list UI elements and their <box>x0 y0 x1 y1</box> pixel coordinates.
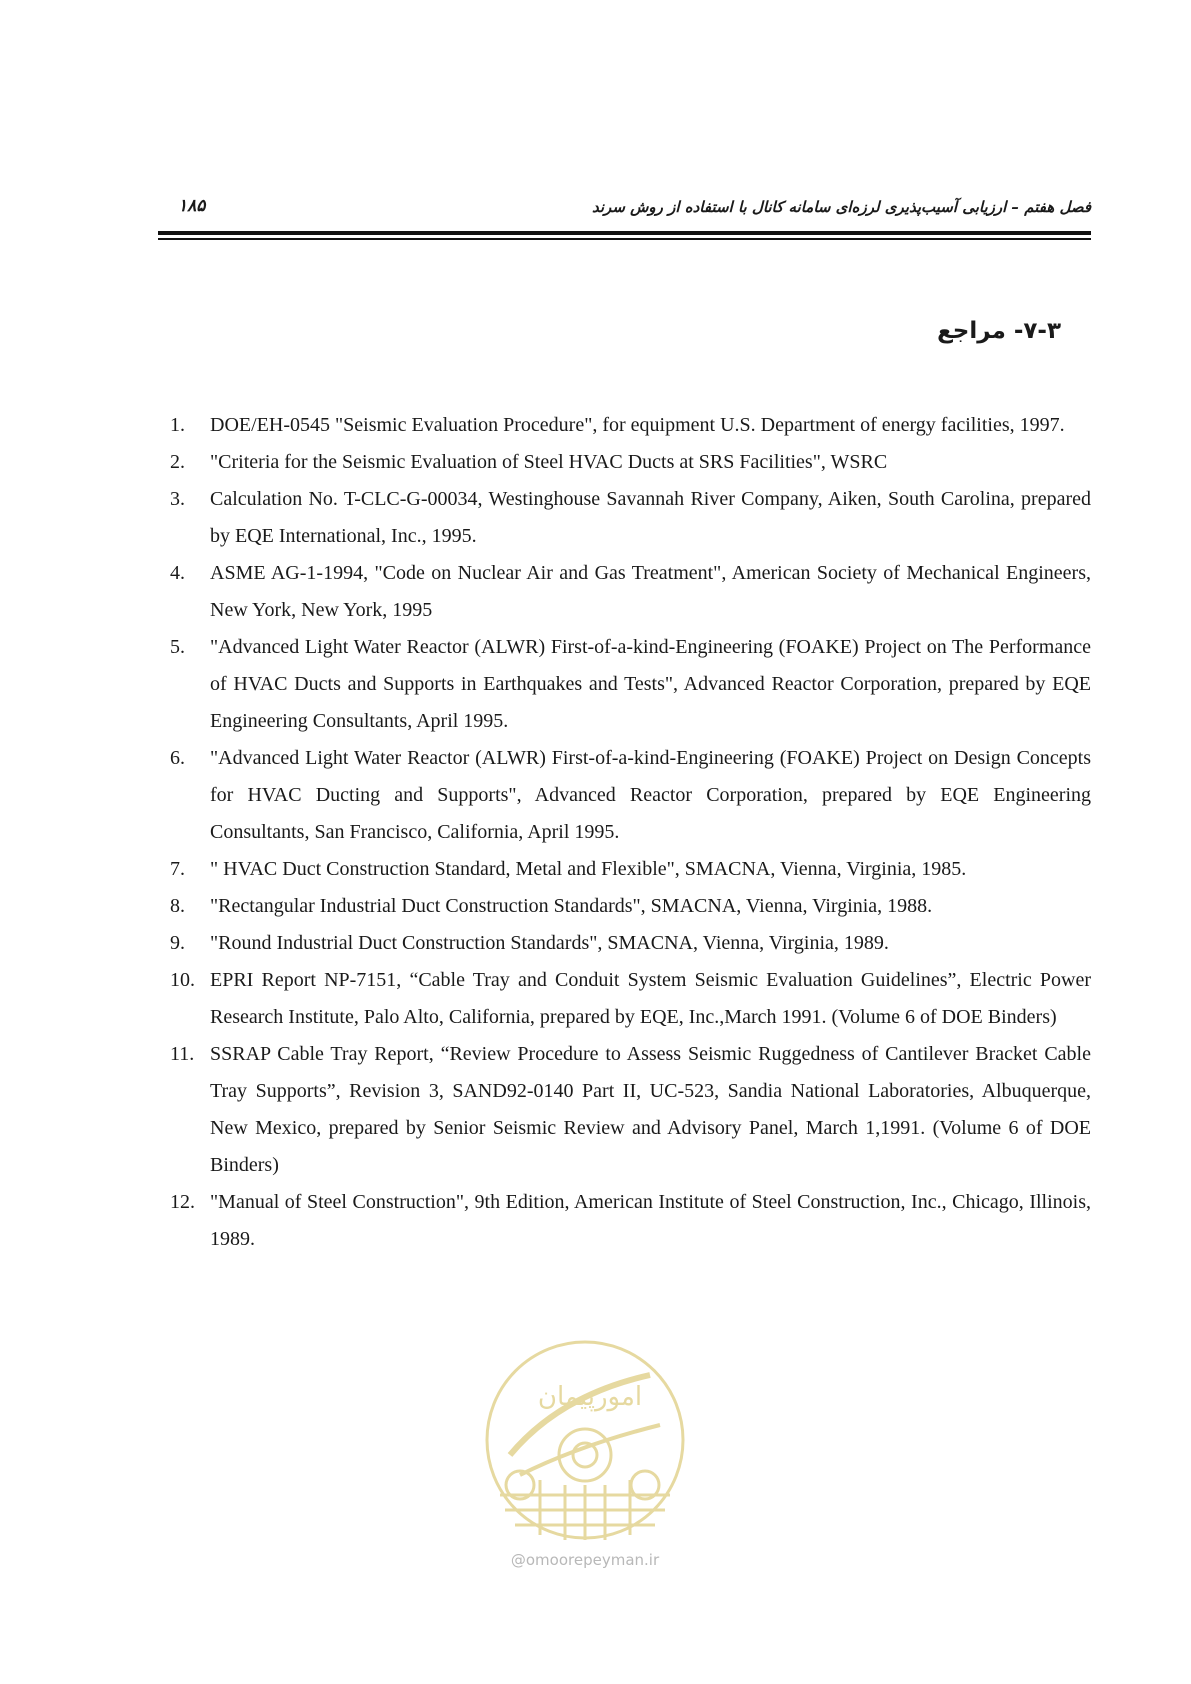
reference-text: "Rectangular Industrial Duct Construction Standards", SMACNA, Vienna, Virginia, 1988. <box>210 895 933 917</box>
reference-item <box>170 1036 1091 1184</box>
reference-item <box>170 407 1091 444</box>
reference-item <box>170 888 1091 925</box>
reference-item <box>170 740 1091 851</box>
header-rule-thin <box>158 238 1091 240</box>
reference-text: "Manual of Steel Construction", 9th Edition, American Institute of Steel Construction, Inc., Chicago, Illinois, 1989. <box>210 1191 1091 1250</box>
reference-list <box>170 407 1091 1258</box>
reference-item <box>170 481 1091 555</box>
reference-item <box>170 629 1091 740</box>
reference-text: "Criteria for the Seismic Evaluation of Steel HVAC Ducts at SRS Facilities", WSRC <box>210 451 888 473</box>
reference-number: 11. <box>170 1043 195 1065</box>
reference-number: 4. <box>170 562 185 584</box>
reference-number: 8. <box>170 895 185 917</box>
page-number: ۱۸۵ <box>178 196 206 216</box>
watermark-url: @omoorepeyman.ir <box>510 1551 660 1569</box>
reference-number: 5. <box>170 636 185 658</box>
reference-text: "Advanced Light Water Reactor (ALWR) First-of-a-kind-Engineering (FOAKE) Project on The Performance of HVAC Ducts and Supports in Earthquakes and Tests", Advanced Reactor Corporation, prepared by EQE Engineering Consultants, April 1995. <box>210 636 1091 732</box>
reference-text: ASME AG-1-1994, "Code on Nuclear Air and Gas Treatment", American Society of Mechanical Engineers, New York, New York, 1995 <box>210 562 1091 621</box>
watermark-logo-icon <box>480 1335 690 1545</box>
watermark <box>480 1335 690 1595</box>
reference-text: EPRI Report NP-7151, “Cable Tray and Conduit System Seismic Evaluation Guidelines”, Electric Power Research Institute, Palo Alto, California, prepared by EQE, Inc.,March 1991. (Volume 6 of DOE Binders) <box>210 969 1091 1028</box>
reference-item <box>170 851 1091 888</box>
reference-item <box>170 444 1091 481</box>
reference-number: 12. <box>170 1191 195 1213</box>
reference-number: 6. <box>170 747 185 769</box>
reference-number: 3. <box>170 488 185 510</box>
reference-item <box>170 555 1091 629</box>
reference-number: 2. <box>170 451 185 473</box>
reference-text: SSRAP Cable Tray Report, “Review Procedure to Assess Seismic Ruggedness of Cantilever Bracket Cable Tray Supports”, Revision 3, SAND92-0140 Part II, UC-523, Sandia National Laboratories, Albuquerque, New Mexico, prepared by Senior Seismic Review and Advisory Panel, March 1,1991. (Volume 6 of DOE Binders) <box>210 1043 1091 1176</box>
chapter-title: فصل هفتم – ارزیابی آسیب‌پذیری لرزه‌ای سامانه کانال با استفاده از روش سرند <box>592 198 1091 216</box>
running-header <box>160 196 1091 224</box>
reference-item <box>170 925 1091 962</box>
reference-item <box>170 962 1091 1036</box>
reference-text: " HVAC Duct Construction Standard, Metal and Flexible", SMACNA, Vienna, Virginia, 1985. <box>210 858 967 880</box>
reference-text: DOE/EH-0545 "Seismic Evaluation Procedure", for equipment U.S. Department of energy facilities, 1997. <box>210 414 1065 436</box>
reference-number: 9. <box>170 932 185 954</box>
watermark-logo-text: امورپیمان <box>537 1382 643 1412</box>
reference-text: "Advanced Light Water Reactor (ALWR) First-of-a-kind-Engineering (FOAKE) Project on Design Concepts for HVAC Ducting and Supports", Advanced Reactor Corporation, prepared by EQE Engineering Consultants, San Francisco, California, April 1995. <box>210 747 1091 843</box>
reference-text: "Round Industrial Duct Construction Standards", SMACNA, Vienna, Virginia, 1989. <box>210 932 889 954</box>
reference-number: 1. <box>170 414 185 436</box>
reference-number: 10. <box>170 969 195 991</box>
section-heading: ۷-۳- مراجع <box>937 318 1061 344</box>
reference-number: 7. <box>170 858 185 880</box>
header-rule-thick <box>158 231 1091 235</box>
reference-item <box>170 1184 1091 1258</box>
reference-text: Calculation No. T-CLC-G-00034, Westinghouse Savannah River Company, Aiken, South Carolina, prepared by EQE International, Inc., 1995. <box>210 488 1091 547</box>
